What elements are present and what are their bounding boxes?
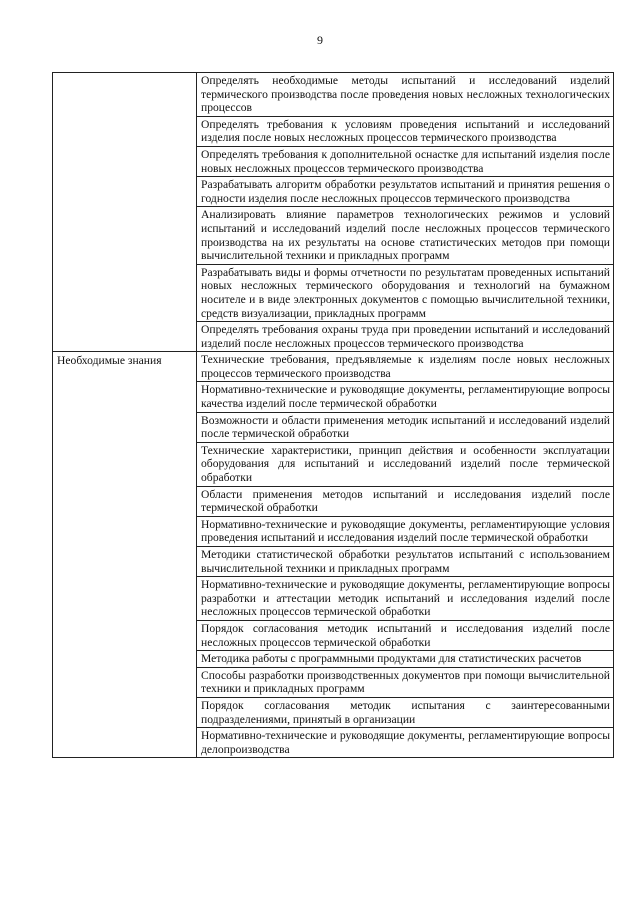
table-cell: Нормативно-технические и руководящие документы, регламентирующие вопросы качества изделий после термической обработки — [197, 382, 614, 412]
page-number: 9 — [317, 33, 323, 47]
table-cell: Порядок согласования методик испытания с заинтересованными подразделениями, принятый в организации — [197, 697, 614, 727]
group-label-cell: Необходимые знания — [53, 352, 197, 758]
group-label-cell — [53, 73, 197, 352]
table-cell: Технические характеристики, принцип действия и особенности эксплуатации оборудования для испытаний и исследований изделий после термической обработки — [197, 442, 614, 486]
table-cell: Определять требования к дополнительной оснастке для испытаний изделия после новых несложных процессов термического производства — [197, 146, 614, 176]
table-cell: Нормативно-технические и руководящие документы, регламентирующие вопросы делопроизводства — [197, 728, 614, 758]
table-row — [53, 73, 614, 117]
table-cell: Возможности и области применения методик испытаний и исследований изделий после термической обработки — [197, 412, 614, 442]
table-cell: Технические требования, предъявляемые к изделиям после новых несложных процессов термического производства — [197, 352, 614, 382]
table-cell: Методики статистической обработки результатов испытаний с использованием вычислительной техники и прикладных программ — [197, 547, 614, 577]
table-cell: Нормативно-технические и руководящие документы, регламентирующие условия проведения испытаний и исследования изделий после термической обработки — [197, 516, 614, 546]
competency-table — [52, 72, 614, 758]
table-cell: Методика работы с программными продуктами для статистических расчетов — [197, 651, 614, 668]
table-cell: Области применения методов испытаний и исследования изделий после термической обработки — [197, 486, 614, 516]
table-row — [53, 352, 614, 382]
table-cell: Нормативно-технические и руководящие документы, регламентирующие вопросы разработки и аттестации методик испытаний и исследования изделий после несложных процессов термической обработки — [197, 577, 614, 621]
table-cell: Анализировать влияние параметров технологических режимов и условий испытаний и исследований изделий после несложных процессов термического производства на их результаты на основе статистических методов при помощи вычислительной техники и прикладных программ — [197, 207, 614, 264]
table-cell: Определять требования к условиям проведения испытаний и исследований изделия после новых несложных процессов термического производства — [197, 116, 614, 146]
table-cell: Определять требования охраны труда при проведении испытаний и исследований изделий после несложных процессов термического производства — [197, 322, 614, 352]
table-cell: Способы разработки производственных документов при помощи вычислительной техники и прикладных программ — [197, 667, 614, 697]
table-cell: Порядок согласования методик испытаний и исследования изделий после несложных процессов термической обработки — [197, 620, 614, 650]
table-cell: Разрабатывать виды и формы отчетности по результатам проведенных испытаний новых несложных термического оборудования и технологий на бумажном носителе и в виде электронных документов с помощью вычислительной техники, средств визуализации, прикладных программ — [197, 264, 614, 321]
table-cell: Определять необходимые методы испытаний и исследований изделий термического производства после проведения новых несложных технологических процессов — [197, 73, 614, 117]
table-cell: Разрабатывать алгоритм обработки результатов испытаний и принятия решения о годности изделия после несложных процессов термического производства — [197, 177, 614, 207]
